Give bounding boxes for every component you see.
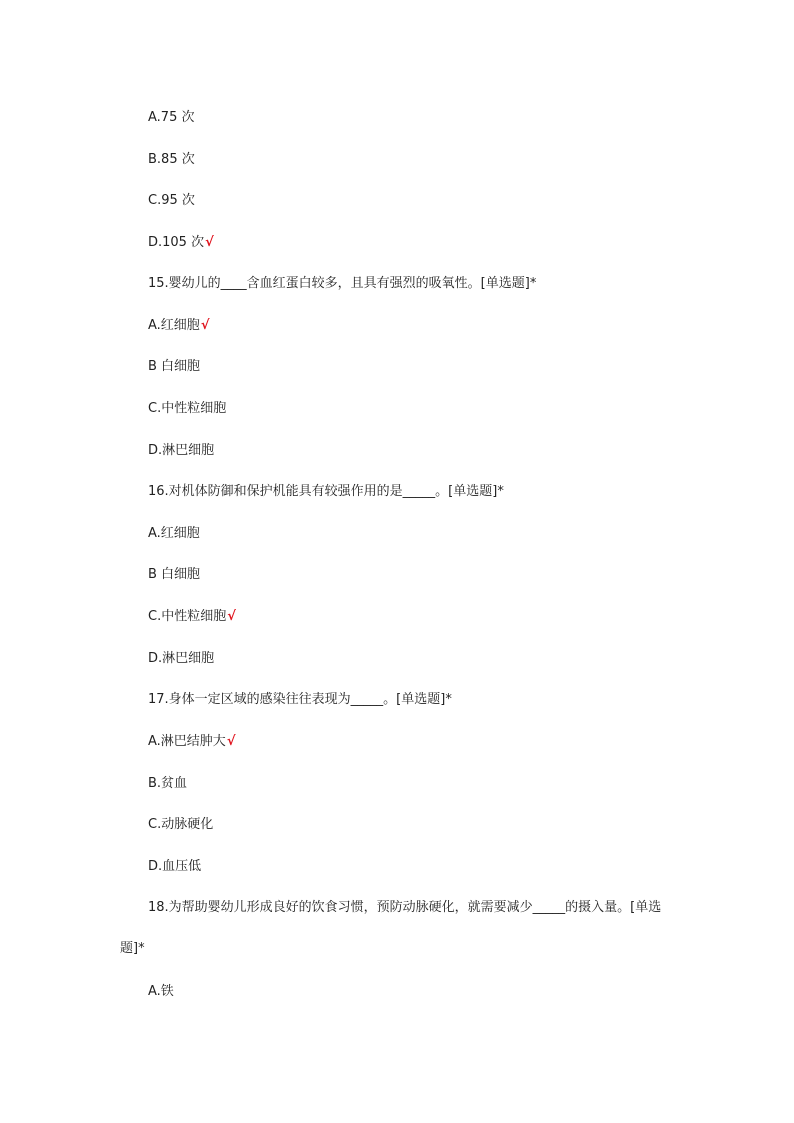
q14-option-a: A.75 次 <box>148 110 195 125</box>
q16-stem: 16.对机体防御和保护机能具有较强作用的是_____。[单选题]* <box>148 484 504 499</box>
q18-stem: 18.为帮助婴幼儿形成良好的饮食习惯，预防动脉硬化，就需要减少_____的摄入量。[单选题]* <box>120 900 662 956</box>
q17-option-c: C.动脉硬化 <box>148 817 214 832</box>
correct-check-icon: √ <box>200 318 210 333</box>
q17-option-a: A.淋巴结肿大√ <box>148 734 236 749</box>
correct-check-icon: √ <box>226 734 236 749</box>
q16-option-d: D.淋巴细胞 <box>148 651 215 666</box>
q15-option-c: C.中性粒细胞 <box>148 401 227 416</box>
q18-option-a: A.铁 <box>148 984 174 999</box>
q15-option-d: D.淋巴细胞 <box>148 443 215 458</box>
q14-option-c: C.95 次 <box>148 193 195 208</box>
q16-option-b: B 白细胞 <box>148 567 201 582</box>
q16-option-c: C.中性粒细胞√ <box>148 609 236 624</box>
q16-option-a: A.红细胞 <box>148 526 200 541</box>
correct-check-icon: √ <box>205 235 214 250</box>
q15-option-a: A.红细胞√ <box>148 318 210 333</box>
correct-check-icon: √ <box>227 609 236 624</box>
q15-stem: 15.婴幼儿的____含血红蛋白较多，且具有强烈的吸氧性。[单选题]* <box>148 276 537 291</box>
q17-option-b: B.贫血 <box>148 776 188 791</box>
q17-stem: 17.身体一定区域的感染往往表现为_____。[单选题]* <box>148 692 452 707</box>
q14-option-b: B.85 次 <box>148 152 195 167</box>
q15-option-b: B 白细胞 <box>148 359 201 374</box>
q14-option-d: D.105 次√ <box>148 235 214 250</box>
q17-option-d: D.血压低 <box>148 859 202 874</box>
